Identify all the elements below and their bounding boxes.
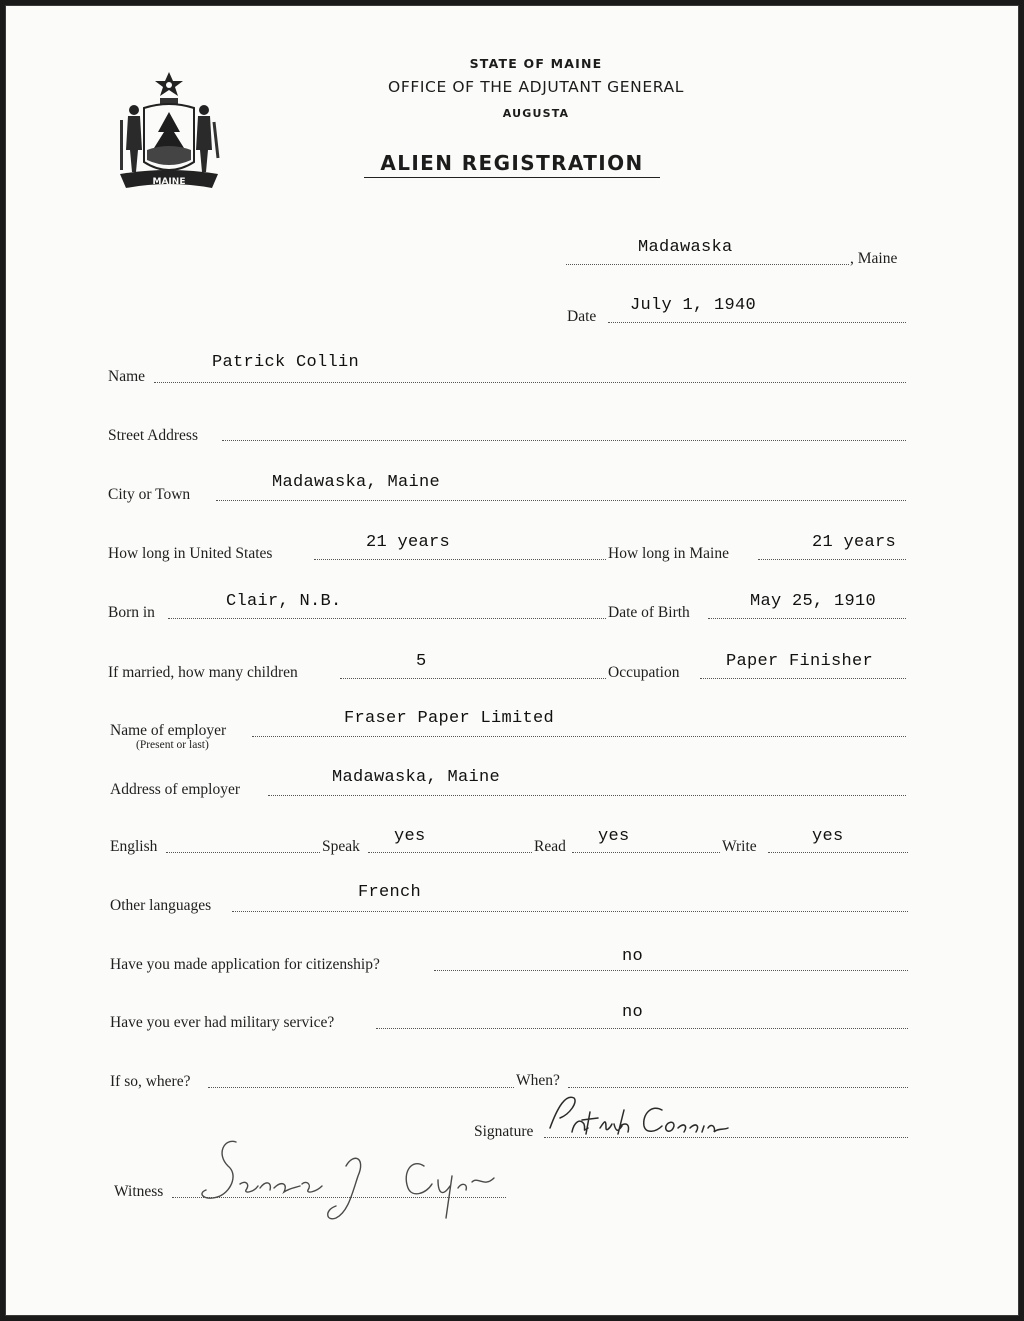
other-languages-label: Other languages <box>110 897 212 914</box>
city-town-line <box>216 500 906 501</box>
children-value[interactable]: 5 <box>416 652 427 671</box>
children-line <box>340 678 606 679</box>
how-long-maine-value[interactable]: 21 years <box>812 533 897 552</box>
date-line <box>608 322 906 323</box>
how-long-maine-label: How long in Maine <box>608 545 729 562</box>
street-address-line <box>222 440 906 441</box>
svg-text:MAINE: MAINE <box>152 177 186 187</box>
military-label: Have you ever had military service? <box>110 1014 335 1031</box>
when-label: When? <box>516 1072 560 1089</box>
how-long-us-value[interactable]: 21 years <box>366 533 451 552</box>
date-of-birth-line <box>708 618 906 619</box>
where-line <box>208 1087 514 1088</box>
name-line <box>154 382 906 383</box>
speak-label: Speak <box>322 838 360 855</box>
other-languages-value[interactable]: French <box>358 883 422 902</box>
how-long-us-label: How long in United States <box>108 545 273 562</box>
place-line <box>566 264 849 265</box>
read-value[interactable]: yes <box>598 827 630 846</box>
employer-name-line <box>252 736 906 737</box>
date-label: Date <box>567 308 597 325</box>
form-title: ALIEN REGISTRATION <box>364 151 660 178</box>
other-languages-line <box>232 911 908 912</box>
citizenship-value[interactable]: no <box>622 947 644 966</box>
read-line <box>572 852 720 853</box>
born-in-value[interactable]: Clair, N.B. <box>226 592 342 611</box>
occupation-value[interactable]: Paper Finisher <box>726 652 874 671</box>
name-value[interactable]: Patrick Collin <box>212 353 360 372</box>
employer-address-line <box>268 795 906 796</box>
date-value[interactable]: July 1, 1940 <box>630 296 757 315</box>
employer-name-sublabel: (Present or last) <box>136 739 209 751</box>
signature-handwriting <box>544 1088 764 1144</box>
occupation-line <box>700 678 906 679</box>
how-long-us-line <box>314 559 606 560</box>
signature-label: Signature <box>474 1123 534 1140</box>
born-in-line <box>168 618 606 619</box>
state-heading: STATE OF MAINE <box>469 56 603 71</box>
employer-name-value[interactable]: Fraser Paper Limited <box>344 709 555 728</box>
date-of-birth-value[interactable]: May 25, 1910 <box>750 592 877 611</box>
speak-line <box>368 852 532 853</box>
where-label: If so, where? <box>110 1073 191 1090</box>
street-address-label: Street Address <box>108 427 198 444</box>
employer-name-label: Name of employer <box>110 722 227 739</box>
born-in-label: Born in <box>108 604 155 621</box>
city-town-value[interactable]: Madawaska, Maine <box>272 473 441 492</box>
registration-form <box>6 6 1018 1315</box>
witness-label: Witness <box>114 1183 164 1200</box>
city-town-label: City or Town <box>108 486 191 503</box>
write-line <box>768 852 908 853</box>
military-line <box>376 1028 908 1029</box>
how-long-maine-line <box>758 559 906 560</box>
speak-value[interactable]: yes <box>394 827 426 846</box>
citizenship-line <box>434 970 908 971</box>
employer-address-label: Address of employer <box>110 781 240 798</box>
place-value[interactable]: Madawaska <box>638 238 733 257</box>
maine-state-seal <box>114 70 224 196</box>
date-of-birth-label: Date of Birth <box>608 604 690 621</box>
english-label: English <box>110 838 158 855</box>
employer-address-value[interactable]: Madawaska, Maine <box>332 768 501 787</box>
write-label: Write <box>722 838 757 855</box>
office-heading: OFFICE OF THE ADJUTANT GENERAL <box>388 78 684 96</box>
occupation-label: Occupation <box>608 664 680 681</box>
english-line <box>166 852 320 853</box>
write-value[interactable]: yes <box>812 827 844 846</box>
witness-handwriting <box>176 1132 516 1228</box>
city-heading: AUGUSTA <box>502 107 570 120</box>
military-value[interactable]: no <box>622 1003 644 1022</box>
maine-label: , Maine <box>850 250 898 267</box>
children-label: If married, how many children <box>108 664 298 681</box>
name-label: Name <box>108 368 146 385</box>
read-label: Read <box>534 838 566 855</box>
citizenship-label: Have you made application for citizenship? <box>110 956 380 973</box>
